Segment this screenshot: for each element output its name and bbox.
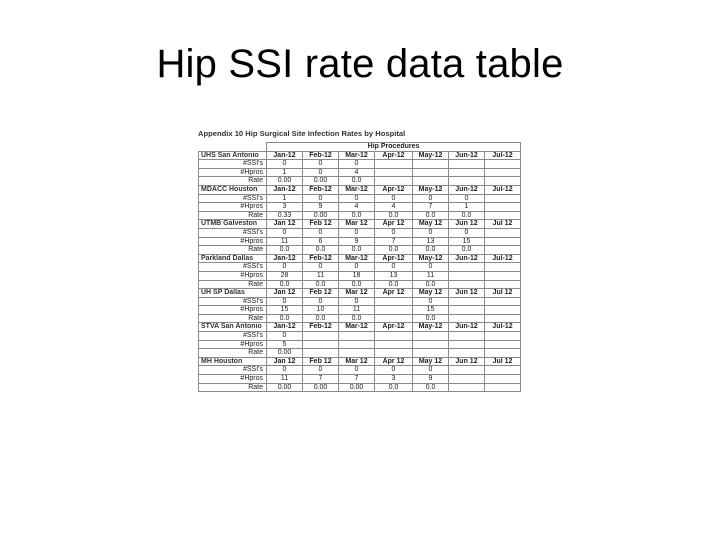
table-row xyxy=(199,246,521,255)
value-cell: 4 xyxy=(339,203,375,212)
value-cell xyxy=(485,349,521,358)
month-header-cell: Jul-12 xyxy=(485,254,521,263)
month-header-cell: May-12 xyxy=(413,151,449,160)
value-cell xyxy=(413,332,449,341)
value-cell: 0.00 xyxy=(267,177,303,186)
value-cell xyxy=(449,306,485,315)
value-cell: 9 xyxy=(339,237,375,246)
value-cell: 0.0 xyxy=(339,211,375,220)
value-cell: 0.0 xyxy=(339,246,375,255)
value-cell xyxy=(375,332,413,341)
month-header-cell: Mar 12 xyxy=(339,220,375,229)
value-cell xyxy=(303,332,339,341)
group-header-cell: Hip Procedures xyxy=(267,143,521,152)
value-cell: 0.0 xyxy=(303,314,339,323)
month-header-cell: Jun 12 xyxy=(449,289,485,298)
value-cell: 0 xyxy=(339,160,375,169)
value-cell xyxy=(449,177,485,186)
value-cell: 0 xyxy=(303,194,339,203)
value-cell xyxy=(449,168,485,177)
value-cell xyxy=(375,177,413,186)
value-cell: 1 xyxy=(267,168,303,177)
table-row xyxy=(199,366,521,375)
value-cell: 0.00 xyxy=(303,383,339,392)
month-header-cell: Jul 12 xyxy=(485,289,521,298)
value-cell xyxy=(375,168,413,177)
value-cell: 0 xyxy=(303,160,339,169)
table-row xyxy=(199,340,521,349)
value-cell xyxy=(485,271,521,280)
row-label-cell: #SSI's xyxy=(199,332,267,341)
month-header-cell: Jul-12 xyxy=(485,323,521,332)
value-cell xyxy=(485,160,521,169)
month-header-cell: Feb 12 xyxy=(303,289,339,298)
month-header-cell: Jul 12 xyxy=(485,220,521,229)
value-cell xyxy=(485,263,521,272)
row-label-cell: Rate xyxy=(199,349,267,358)
value-cell: 0 xyxy=(375,366,413,375)
value-cell xyxy=(485,203,521,212)
value-cell: 7 xyxy=(339,375,375,384)
value-cell: 0 xyxy=(339,263,375,272)
value-cell: 11 xyxy=(267,375,303,384)
hospital-header-row xyxy=(199,357,521,366)
value-cell: 3 xyxy=(375,375,413,384)
row-label-cell: #Hpros xyxy=(199,306,267,315)
month-header-cell: Feb-12 xyxy=(303,323,339,332)
value-cell xyxy=(485,340,521,349)
month-header-cell: Jun-12 xyxy=(449,185,485,194)
month-header-cell: Jan 12 xyxy=(267,289,303,298)
row-label-cell: #SSI's xyxy=(199,366,267,375)
month-header-cell: Jun-12 xyxy=(449,151,485,160)
value-cell: 15 xyxy=(413,306,449,315)
value-cell: 0 xyxy=(413,228,449,237)
value-cell: 0 xyxy=(303,228,339,237)
value-cell xyxy=(449,297,485,306)
value-cell: 13 xyxy=(413,237,449,246)
month-header-cell: Apr 12 xyxy=(375,357,413,366)
table-row xyxy=(199,271,521,280)
value-cell: 0.00 xyxy=(339,383,375,392)
table-row xyxy=(199,228,521,237)
value-cell: 0.0 xyxy=(339,280,375,289)
month-header-cell: Jul-12 xyxy=(485,151,521,160)
value-cell: 0.0 xyxy=(339,177,375,186)
value-cell: 13 xyxy=(375,271,413,280)
value-cell xyxy=(485,246,521,255)
value-cell: 0.0 xyxy=(267,246,303,255)
value-cell: 0 xyxy=(303,263,339,272)
table-row xyxy=(199,306,521,315)
value-cell: 0 xyxy=(267,332,303,341)
value-cell: 0 xyxy=(375,228,413,237)
hospital-header-row xyxy=(199,220,521,229)
value-cell xyxy=(375,160,413,169)
value-cell: 0 xyxy=(267,160,303,169)
value-cell: 5 xyxy=(267,340,303,349)
value-cell: 0 xyxy=(339,297,375,306)
row-label-cell: #Hpros xyxy=(199,271,267,280)
hospital-name-cell: UHS San Antonio xyxy=(199,151,267,160)
value-cell: 0 xyxy=(449,228,485,237)
value-cell: 0 xyxy=(339,228,375,237)
value-cell: 0.0 xyxy=(267,280,303,289)
month-header-cell: Jan-12 xyxy=(267,254,303,263)
month-header-cell: May-12 xyxy=(413,323,449,332)
hospital-header-row xyxy=(199,185,521,194)
value-cell: 10 xyxy=(303,306,339,315)
table-row xyxy=(199,263,521,272)
value-cell: 0.0 xyxy=(375,211,413,220)
month-header-cell: Mar-12 xyxy=(339,185,375,194)
table-row xyxy=(199,297,521,306)
value-cell xyxy=(375,314,413,323)
value-cell: 0 xyxy=(267,297,303,306)
value-cell: 11 xyxy=(267,237,303,246)
value-cell xyxy=(375,306,413,315)
value-cell: 0 xyxy=(413,263,449,272)
value-cell xyxy=(413,160,449,169)
month-header-cell: Feb-12 xyxy=(303,254,339,263)
value-cell xyxy=(485,366,521,375)
value-cell: 0.0 xyxy=(375,280,413,289)
value-cell xyxy=(485,297,521,306)
value-cell: 11 xyxy=(303,271,339,280)
table-row xyxy=(199,383,521,392)
value-cell xyxy=(303,349,339,358)
value-cell xyxy=(449,271,485,280)
value-cell: 0 xyxy=(303,297,339,306)
value-cell: 0.0 xyxy=(375,246,413,255)
hospital-name-cell: Parkland Dallas xyxy=(199,254,267,263)
value-cell: 0.00 xyxy=(267,349,303,358)
value-cell xyxy=(449,383,485,392)
month-header-cell: Mar 12 xyxy=(339,357,375,366)
value-cell xyxy=(449,332,485,341)
month-header-cell: Feb 12 xyxy=(303,220,339,229)
month-header-cell: Apr 12 xyxy=(375,289,413,298)
value-cell: 0.0 xyxy=(413,314,449,323)
month-header-cell: Jun 12 xyxy=(449,357,485,366)
value-cell xyxy=(413,340,449,349)
month-header-cell: May-12 xyxy=(413,254,449,263)
month-header-cell: Mar-12 xyxy=(339,323,375,332)
value-cell: 0.00 xyxy=(267,383,303,392)
value-cell: 0 xyxy=(413,194,449,203)
value-cell xyxy=(485,332,521,341)
value-cell xyxy=(375,297,413,306)
value-cell xyxy=(375,349,413,358)
value-cell xyxy=(485,280,521,289)
hip-ssi-table xyxy=(198,142,521,392)
table-row xyxy=(199,203,521,212)
hospital-header-row xyxy=(199,323,521,332)
row-label-cell: #SSI's xyxy=(199,297,267,306)
hospital-name-cell: UH SP Dallas xyxy=(199,289,267,298)
month-header-cell: Mar-12 xyxy=(339,151,375,160)
value-cell xyxy=(375,340,413,349)
month-header-cell: Jul-12 xyxy=(485,185,521,194)
month-header-cell: May-12 xyxy=(413,185,449,194)
value-cell xyxy=(449,280,485,289)
value-cell xyxy=(485,194,521,203)
hospital-name-cell: MDACC Houston xyxy=(199,185,267,194)
hospital-name-cell: STVA San Antonio xyxy=(199,323,267,332)
value-cell xyxy=(449,349,485,358)
table-row xyxy=(199,237,521,246)
hospital-name-cell: UTMB Galveston xyxy=(199,220,267,229)
month-header-cell: Feb 12 xyxy=(303,357,339,366)
table-row xyxy=(199,168,521,177)
value-cell: 0 xyxy=(339,366,375,375)
value-cell: 0.0 xyxy=(267,314,303,323)
value-cell: 0.0 xyxy=(413,383,449,392)
value-cell: 7 xyxy=(303,375,339,384)
table-row xyxy=(199,211,521,220)
value-cell: 4 xyxy=(375,203,413,212)
row-label-cell: Rate xyxy=(199,211,267,220)
row-label-cell: #SSI's xyxy=(199,263,267,272)
month-header-cell: Jun-12 xyxy=(449,323,485,332)
value-cell: 0.0 xyxy=(375,383,413,392)
value-cell xyxy=(485,306,521,315)
value-cell xyxy=(449,314,485,323)
row-label-cell: #Hpros xyxy=(199,203,267,212)
month-header-cell: Jan-12 xyxy=(267,323,303,332)
row-label-cell: #Hpros xyxy=(199,340,267,349)
value-cell xyxy=(485,383,521,392)
month-header-cell: Jan 12 xyxy=(267,357,303,366)
value-cell: 15 xyxy=(449,237,485,246)
value-cell: 0 xyxy=(267,228,303,237)
value-cell xyxy=(449,375,485,384)
value-cell: 0 xyxy=(449,194,485,203)
value-cell: 7 xyxy=(375,237,413,246)
value-cell: 0.0 xyxy=(449,246,485,255)
value-cell xyxy=(303,340,339,349)
group-header-row xyxy=(199,143,521,152)
month-header-cell: May 12 xyxy=(413,220,449,229)
value-cell xyxy=(449,366,485,375)
month-header-cell: Mar-12 xyxy=(339,254,375,263)
row-label-cell: Rate xyxy=(199,383,267,392)
value-cell xyxy=(485,228,521,237)
value-cell: 0 xyxy=(375,194,413,203)
value-cell xyxy=(449,160,485,169)
table-row xyxy=(199,177,521,186)
value-cell: 11 xyxy=(339,306,375,315)
value-cell: 11 xyxy=(413,271,449,280)
value-cell: 0.33 xyxy=(267,211,303,220)
table-row xyxy=(199,349,521,358)
table-row xyxy=(199,314,521,323)
value-cell: 0.0 xyxy=(449,211,485,220)
value-cell xyxy=(413,349,449,358)
row-label-cell: #Hpros xyxy=(199,237,267,246)
month-header-cell: Jan-12 xyxy=(267,185,303,194)
table-row xyxy=(199,280,521,289)
row-label-cell: Rate xyxy=(199,177,267,186)
month-header-cell: Mar 12 xyxy=(339,289,375,298)
hospital-header-row xyxy=(199,254,521,263)
slide-title: Hip SSI rate data table xyxy=(156,42,564,86)
month-header-cell: Jul 12 xyxy=(485,357,521,366)
table-row xyxy=(199,332,521,341)
value-cell: 4 xyxy=(339,168,375,177)
month-header-cell: Apr-12 xyxy=(375,185,413,194)
value-cell: 0.0 xyxy=(303,280,339,289)
value-cell: 0.0 xyxy=(413,280,449,289)
hip-ssi-table-image xyxy=(198,128,520,472)
table-caption: Appendix 10 Hip Surgical Site Infection Rates by Hospital xyxy=(198,129,406,138)
value-cell: 0.00 xyxy=(303,177,339,186)
value-cell xyxy=(485,375,521,384)
month-header-cell: Jun 12 xyxy=(449,220,485,229)
hospital-header-row xyxy=(199,289,521,298)
month-header-cell: Feb-12 xyxy=(303,185,339,194)
value-cell: 28 xyxy=(267,271,303,280)
month-header-cell: Jan-12 xyxy=(267,151,303,160)
table-row xyxy=(199,160,521,169)
value-cell xyxy=(449,340,485,349)
value-cell: 9 xyxy=(303,203,339,212)
value-cell xyxy=(485,177,521,186)
month-header-cell: Apr-12 xyxy=(375,151,413,160)
value-cell xyxy=(339,349,375,358)
row-label-cell: #Hpros xyxy=(199,375,267,384)
value-cell xyxy=(413,168,449,177)
value-cell xyxy=(449,263,485,272)
value-cell: 0 xyxy=(267,366,303,375)
row-label-cell: #SSI's xyxy=(199,228,267,237)
month-header-cell: Feb-12 xyxy=(303,151,339,160)
row-label-cell: #Hpros xyxy=(199,168,267,177)
table-row xyxy=(199,194,521,203)
value-cell: 0 xyxy=(375,263,413,272)
value-cell: 9 xyxy=(413,375,449,384)
value-cell: 7 xyxy=(413,203,449,212)
value-cell xyxy=(485,314,521,323)
month-header-cell: Apr 12 xyxy=(375,220,413,229)
value-cell: 0 xyxy=(339,194,375,203)
value-cell: 0 xyxy=(267,263,303,272)
value-cell xyxy=(485,168,521,177)
month-header-cell: Apr-12 xyxy=(375,254,413,263)
value-cell: 6 xyxy=(303,237,339,246)
value-cell xyxy=(485,237,521,246)
row-label-cell: #SSI's xyxy=(199,160,267,169)
month-header-cell: May 12 xyxy=(413,289,449,298)
month-header-cell: Apr-12 xyxy=(375,323,413,332)
value-cell: 18 xyxy=(339,271,375,280)
row-label-cell: #SSI's xyxy=(199,194,267,203)
row-label-cell: Rate xyxy=(199,280,267,289)
value-cell xyxy=(413,177,449,186)
value-cell: 0.00 xyxy=(303,211,339,220)
group-header-blank xyxy=(199,143,267,152)
hospital-name-cell: MH Houston xyxy=(199,357,267,366)
value-cell xyxy=(339,332,375,341)
row-label-cell: Rate xyxy=(199,246,267,255)
hospital-header-row xyxy=(199,151,521,160)
value-cell xyxy=(485,211,521,220)
value-cell: 15 xyxy=(267,306,303,315)
month-header-cell: Jun-12 xyxy=(449,254,485,263)
value-cell xyxy=(339,340,375,349)
month-header-cell: May 12 xyxy=(413,357,449,366)
value-cell: 0 xyxy=(413,297,449,306)
month-header-cell: Jan 12 xyxy=(267,220,303,229)
value-cell: 1 xyxy=(267,194,303,203)
value-cell: 0.0 xyxy=(413,246,449,255)
value-cell: 0.0 xyxy=(339,314,375,323)
value-cell: 1 xyxy=(449,203,485,212)
value-cell: 3 xyxy=(267,203,303,212)
value-cell: 0.0 xyxy=(413,211,449,220)
value-cell: 0.0 xyxy=(303,246,339,255)
row-label-cell: Rate xyxy=(199,314,267,323)
value-cell: 0 xyxy=(303,366,339,375)
value-cell: 0 xyxy=(413,366,449,375)
table-row xyxy=(199,375,521,384)
value-cell: 0 xyxy=(303,168,339,177)
